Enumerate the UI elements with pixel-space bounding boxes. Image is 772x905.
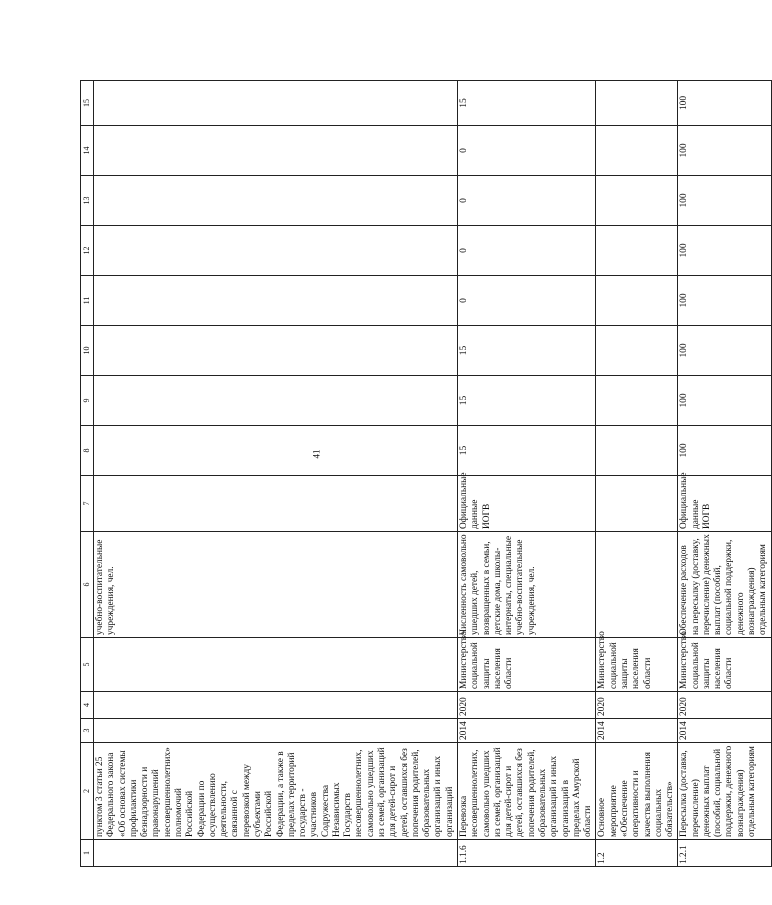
cell-start: 2014 bbox=[458, 719, 596, 743]
cell-source: Официальные данные ИОГВ bbox=[678, 476, 771, 532]
cell-value: 100 bbox=[678, 126, 771, 176]
col-header: 13 bbox=[81, 176, 94, 226]
cell-value: 0 bbox=[458, 226, 596, 276]
cell-value bbox=[94, 226, 458, 276]
cell-end: 2020 bbox=[458, 692, 596, 719]
rotated-table-container bbox=[80, 81, 769, 867]
cell-indicator: учебно-воспитательные учреждения, чел. bbox=[94, 532, 458, 638]
col-header: 10 bbox=[81, 326, 94, 376]
table-row bbox=[458, 81, 596, 867]
cell-code: 1.2 bbox=[596, 840, 678, 867]
cell-code: 1.1.6 bbox=[458, 840, 596, 867]
col-header: 9 bbox=[81, 376, 94, 426]
cell-end bbox=[94, 692, 458, 719]
cell-value bbox=[596, 81, 678, 126]
cell-source bbox=[596, 476, 678, 532]
cell-start: 2014 bbox=[678, 719, 771, 743]
col-header: 14 bbox=[81, 126, 94, 176]
cell-source bbox=[94, 476, 458, 532]
col-header: 6 bbox=[81, 532, 94, 638]
cell-value bbox=[94, 276, 458, 326]
cell-value bbox=[94, 326, 458, 376]
column-number-row bbox=[81, 81, 94, 867]
cell-value: 15 bbox=[458, 376, 596, 426]
cell-value bbox=[94, 81, 458, 126]
cell-name: Перевозка несовершеннолетних, самовольно ушедших из семей, организаций для детей-сирот и детей, оставшихся без попечения родителей, образовательных организаций и иных организаций в пределах Амурской области bbox=[458, 743, 596, 840]
cell-value bbox=[94, 426, 458, 476]
col-header: 3 bbox=[81, 719, 94, 743]
cell-executor bbox=[94, 638, 458, 692]
cell-value: 0 bbox=[458, 126, 596, 176]
cell-value: 100 bbox=[678, 226, 771, 276]
cell-executor: Министерство социальной защиты населения области bbox=[596, 638, 678, 692]
cell-value bbox=[94, 176, 458, 226]
cell-indicator: Численность самовольно ушедших детей, возвращенных в семьи, детские дома, школы-интернаты, специальные учебно-воспитательные учреждения, чел. bbox=[458, 532, 596, 638]
cell-value bbox=[94, 376, 458, 426]
cell-start: 2014 bbox=[596, 719, 678, 743]
col-header: 8 bbox=[81, 426, 94, 476]
col-header: 15 bbox=[81, 81, 94, 126]
cell-source: Официальные данные ИОГВ bbox=[458, 476, 596, 532]
cell-end: 2020 bbox=[678, 692, 771, 719]
page-number: 41 bbox=[311, 449, 322, 459]
program-table bbox=[80, 80, 772, 867]
cell-value bbox=[596, 326, 678, 376]
cell-start bbox=[94, 719, 458, 743]
cell-value: 15 bbox=[458, 81, 596, 126]
table-row bbox=[678, 81, 771, 867]
col-header: 11 bbox=[81, 276, 94, 326]
cell-value: 100 bbox=[678, 276, 771, 326]
cell-code bbox=[94, 840, 458, 867]
cell-value: 100 bbox=[678, 326, 771, 376]
table-row bbox=[596, 81, 678, 867]
table-row bbox=[94, 81, 458, 867]
cell-executor: Министерство социальной защиты населения области bbox=[458, 638, 596, 692]
cell-indicator: Обеспечение расходов на пересылку (доставку, перечисление) денежных выплат (пособий, социальной поддержки, денежного вознаграждения) отдельным категориям bbox=[678, 532, 771, 638]
cell-value bbox=[596, 376, 678, 426]
col-header: 2 bbox=[81, 743, 94, 840]
cell-value: 100 bbox=[678, 376, 771, 426]
cell-value: 15 bbox=[458, 426, 596, 476]
cell-indicator bbox=[596, 532, 678, 638]
cell-value: 15 bbox=[458, 326, 596, 376]
col-header: 5 bbox=[81, 638, 94, 692]
cell-value bbox=[596, 276, 678, 326]
cell-value: 100 bbox=[678, 81, 771, 126]
cell-end: 2020 bbox=[596, 692, 678, 719]
col-header: 12 bbox=[81, 226, 94, 276]
cell-value: 0 bbox=[458, 276, 596, 326]
cell-value bbox=[596, 176, 678, 226]
cell-name: Пересылка (доставка, перечисление) денежных выплат (пособий, социальной поддержки, денежного вознаграждения) отдельным категориям bbox=[678, 743, 771, 840]
col-header: 7 bbox=[81, 476, 94, 532]
cell-value: 0 bbox=[458, 176, 596, 226]
cell-value bbox=[596, 126, 678, 176]
cell-value: 100 bbox=[678, 176, 771, 226]
cell-value bbox=[94, 126, 458, 176]
cell-code: 1.2.1 bbox=[678, 840, 771, 867]
col-header: 1 bbox=[81, 840, 94, 867]
cell-value bbox=[596, 226, 678, 276]
cell-name: пунктом 3 статьи 25 Федерального закона «Об основах системы профилактики безнадзорности и правонарушений несовершеннолетних» полномочий Российской Федерации по осуществлению деятельности, связанной с перевозкой между субъектами Российской Федерации, а также в пределах территорий государств - участников Содружества Независимых Государств несовершеннолетних, самовольно ушедших из семей, организаций для детей-сирот и детей, оставшихся без попечения родителей, образовательных организаций и иных организаций bbox=[94, 743, 458, 840]
cell-executor: Министерство социальной защиты населения области bbox=[678, 638, 771, 692]
col-header: 4 bbox=[81, 692, 94, 719]
cell-value: 100 bbox=[678, 426, 771, 476]
cell-name: Основное мероприятие «Обеспечение оперативности и качества выполнения социальных обязательств» bbox=[596, 743, 678, 840]
cell-value bbox=[596, 426, 678, 476]
